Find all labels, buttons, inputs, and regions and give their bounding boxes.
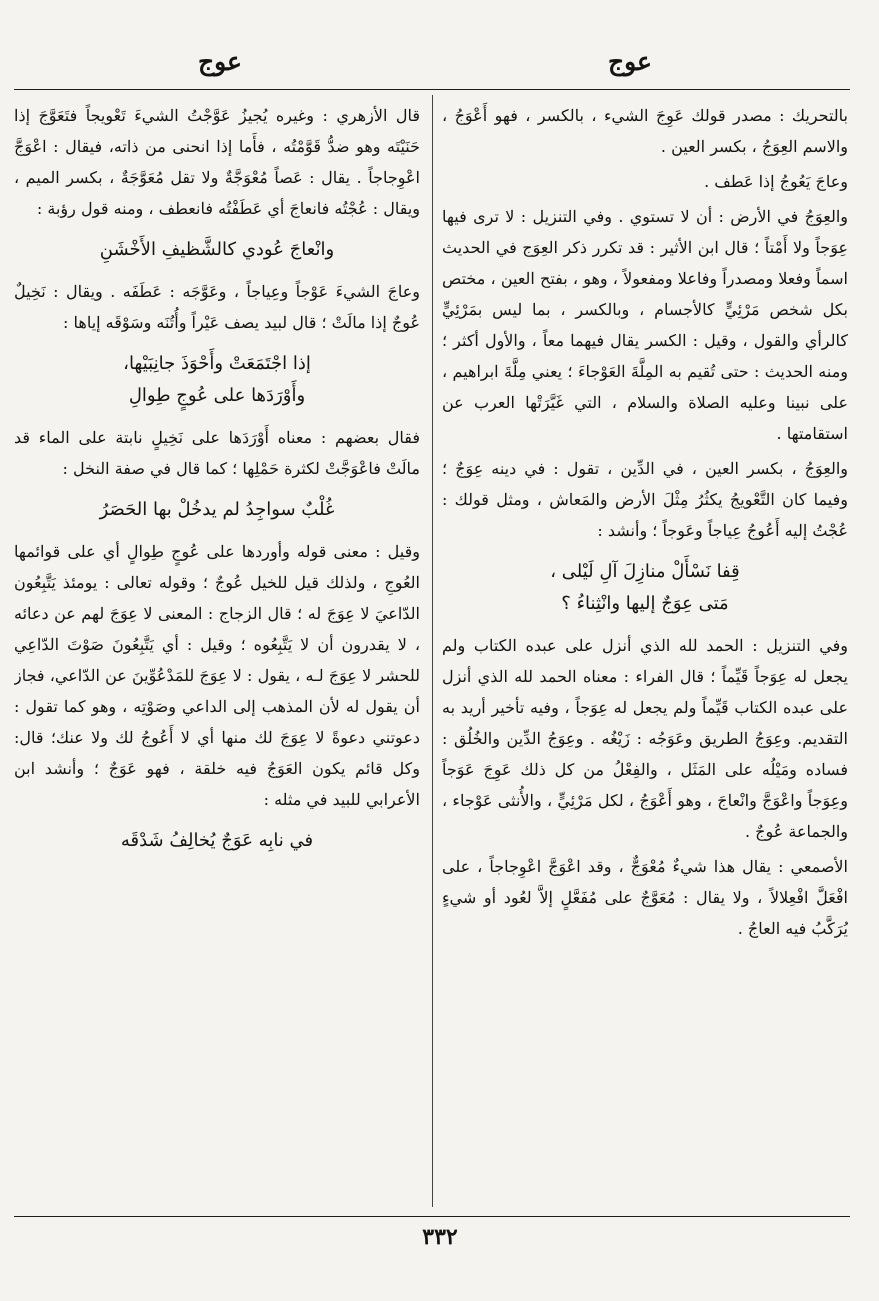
right-paragraph-5: وفي التنزيل : الحمد لله الذي أنزل على عبده الكتاب ولم يجعل له عِوَجاً قَيِّماً ؛ قال الفراء : معناه الحمد لله الذي أنزل على عبده الكتاب قَيِّماً ولم يجعل له عِوَجاً ، وفيه تأخير أريد به التقديم. وعِوَجُ الطريق وعَوَجُه : زَيْغُه . وعِوَجُ الدِّين والخُلُق : فساده ومَيْلُه على المَثَل ، والفِعْلُ من كل ذلك عَوِجَ عَوَجاً وعِوَجاً واعْوَجَّ وانْعاجَ ، وهو أَعْوَجُ ، لكل مَرْئِيٍّ ، والأُنثى عَوْجاء ، والجماعة عُوجٌ . bbox=[442, 636, 848, 841]
right-verse-1-line-1: قِفا نَسْأَلْ منازِلَ آلِ لَيْلى ، bbox=[550, 561, 740, 582]
left-paragraph-1: قال الأزهري : وغيره يُجيزُ عَوَّجْتُ الشيءَ تَعْويجاً فتَعَوَّجَ إذا حَنَيْتَه وهو ضدُّ قَوَّمْتُه ، فأَما إذا انحنى من ذاته، فيقال : اعْوَجَّ اعْوِجاجاً . يقال : عَصاً مُعْوَجَّةٌ ولا تقل مُعَوَّجَةٌ ، بكسر الميم ، ويقال : عُجْتُه فانعاجَ أي عَطَفْتُه فانعطف ، ومنه قول رؤبة : bbox=[14, 106, 420, 218]
left-verse-4: في نابِه عَوَجٌ يُخالِفُ شَدْقَه bbox=[120, 830, 314, 851]
left-paragraph-4: وقيل : معنى قوله وأوردها على عُوجٍ طِوالٍ أي على قوائمها العُوجِ ، ولذلك قيل للخيل عُوجٌ ؛ وقوله تعالى : يومئذ يَتَّبِعُون الدّاعيَ لا عِوَجَ له ؛ قال الزجاج : المعنى لا عِوَجَ لهم عن دعائه ، لا يقدرون أن لا يَتَّبِعُوه ؛ وقيل : أي يَتَّبِعُونَ صَوْتَ الدّاعِي للحشر لا عِوَجَ لـه ، يقول : لا عِوَجَ للمَدْعُوِّينَ عن الدّاعي، فجاز أن يقول له لأن المذهب إلى الداعي وصَوْتِه ، وهو كما تقول : دعوتني دعوةً لا عِوَجَ لك منها أي لا أَعُوجُ لك ولا عنك؛ قال: وكل قائم يكون العَوَجُ فيه خلقة ، فهو عَوَجٌ ؛ وأنشد ابن الأعرابي للبيد في مثله : bbox=[14, 542, 420, 809]
right-paragraph-1: بالتحريك : مصدر قولك عَوِجَ الشيء ، بالكسر ، فهو أَعْوَجُ ، والاسم العِوَجُ ، بكسر العين . bbox=[442, 106, 848, 156]
header-word-left: عوج bbox=[198, 47, 242, 76]
right-verse-1 bbox=[442, 556, 848, 620]
left-verse-1: وانْعاجَ عُودي كالشَّظيفِ الأَخْشَنِ bbox=[99, 239, 335, 260]
left-paragraph-3: فقال بعضهم : معناه أَوْرَدَها على نَخِيلٍ نابتة على الماء قد مالَتْ فاعْوَجَّتْ لكثرة حَمْلِها ؛ كما قال في صفة النخل : bbox=[14, 428, 420, 478]
left-verse-2-line-1: إذا اجْتَمَعَتْ وأَحْوَذَ جانِبَيْها، bbox=[123, 353, 311, 374]
left-verse-2-line-2: وأَوْرَدَها على عُوجٍ طِوالِ bbox=[128, 385, 306, 406]
page-number: ٣٣٢ bbox=[422, 1224, 458, 1250]
left-column bbox=[14, 100, 420, 1208]
header-word-right: عوج bbox=[608, 47, 652, 76]
right-paragraph-6: الأصمعي : يقال هذا شيءٌ مُعْوَجٌّ ، وقد اعْوَجَّ اعْوِجاجاً ، على افْعَلَّ افْعِلالاً ، ولا يقال : مُعَوَّجٌ على مُفَعَّلٍ إلاَّ لعُود أو شيءٍ يُرَكَّبُ فيه العاجُ . bbox=[442, 857, 848, 938]
right-verse-1-line-2: مَتى عِوَجٌ إليها وانْثِناءُ ؟ bbox=[561, 593, 729, 614]
right-paragraph-4: والعِوَجُ ، بكسر العين ، في الدِّين ، تقول : في دينه عِوَجٌ ؛ وفيما كان التَّعْويجُ يكثُرُ مِثْلَ الأرض والمَعاش ، ومثل قولك : عُجْتُ إليه أَعُوجُ عِياجاً وعَوجاً ؛ وأنشد : bbox=[442, 459, 848, 540]
left-verse-2 bbox=[14, 348, 420, 412]
left-paragraph-2: وعاجَ الشيءَ عَوْجاً وعِياجاً ، وعَوَّجَه : عَطَفَه . ويقال : نَخِيلٌ عُوجٌ إذا مالَتْ ؛ قال لبيد يصف عَيْراً وأُتُنَه وسَوْقَه إياها : bbox=[14, 282, 420, 332]
right-column bbox=[442, 100, 848, 1208]
bottom-rule bbox=[14, 1216, 850, 1217]
left-verse-3: غُلْبٌ سواجِدُ لم يدخُلْ بها الحَصَرُ bbox=[99, 499, 335, 520]
top-rule bbox=[14, 89, 850, 90]
right-paragraph-3: والعِوَجُ في الأرض : أن لا تستوي . وفي التنزيل : لا ترى فيها عِوَجاً ولا أَمْتاً ؛ قال ابن الأثير : قد تكرر ذكر العِوَج في الحديث اسماً وفعلا ومصدراً وفاعلا ومفعولاً ، وهو ، بفتح العين ، مختص بكل شخص مَرْئِيٍّ كالأجسام ، وبالكسر ، بما ليس بمَرْئِيٍّ كالرأي والقول ، وقيل : الكسر يقال فيهما معاً ، والأول أكثر ؛ ومنه الحديث : حتى تُقيم به المِلَّةَ العَوْجاءَ ؛ يعني مِلَّةَ ابراهيم ، على نبينا وعليه الصلاة والسلام ، التي غَيَّرَتْها العرب عن استقامتها . bbox=[442, 207, 848, 443]
column-divider bbox=[432, 95, 433, 1207]
right-paragraph-2: وعاجَ يَعُوجُ إذا عَطف . bbox=[704, 172, 848, 191]
